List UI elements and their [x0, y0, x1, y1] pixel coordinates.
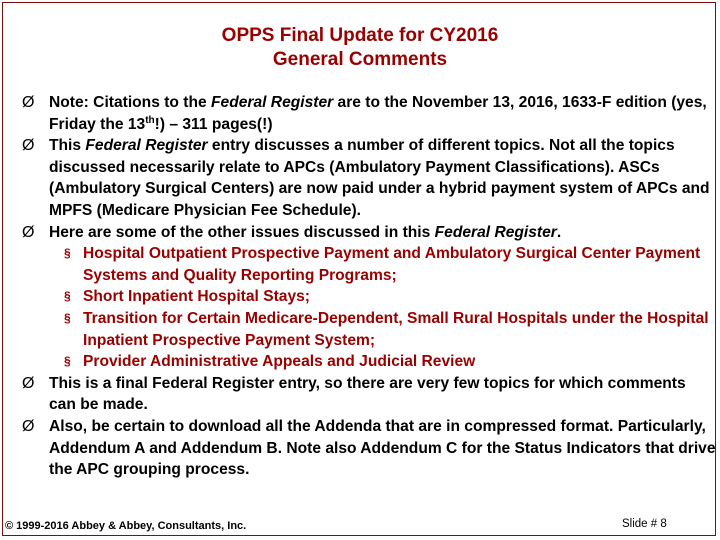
sub-bullet-item [0, 308, 716, 351]
sub-bullet-item [0, 351, 716, 373]
bullet-text: This is a final Federal Register entry, so there are very few topics for which comments can be made. [49, 374, 686, 414]
bullet-list [0, 92, 716, 481]
text-run: are to the November 13, 2016, 1633-F edition (yes, Friday the 13 [49, 94, 707, 133]
arrow-bullet-icon: Ø [22, 223, 35, 241]
text-run: entry discusses a number of different topics. Not all the topics discussed necessarily relate to APCs (Ambulatory Payment Classifications). ASCs (Ambulatory Surgical Centers) are now paid under a hybrid payment system of APCs and MPFS (Medicare Physician Fee Schedule). [49, 137, 710, 219]
text-run: Note: Citations to the [49, 94, 211, 111]
title-line-1: OPPS Final Update for CY2016 [221, 25, 499, 46]
section-bullet-icon: § [64, 289, 71, 304]
bullet-other-issues [0, 222, 716, 244]
bullet-text: Also, be certain to download all the Addenda that are in compressed format. Particularly, Addendum A and Addendum B. Note also Addendum C for the Status Indicators that drive the APC grouping process. [49, 417, 716, 479]
slide-number: Slide # 8 [622, 518, 667, 530]
sub-bullet-text: Transition for Certain Medicare-Dependent, Small Rural Hospitals under the Hospital Inpatient Prospective Payment System; [83, 309, 709, 349]
footer-copyright: © 1999-2016 Abbey & Abbey, Consultants, Inc. [5, 520, 247, 532]
arrow-bullet-icon: Ø [22, 374, 35, 392]
bullet-final-entry [0, 373, 716, 416]
bullet-text [49, 224, 561, 241]
sub-bullet-text: Provider Administrative Appeals and Judicial Review [83, 353, 476, 371]
arrow-bullet-icon: Ø [22, 417, 35, 435]
text-run: . [556, 223, 562, 241]
emphasis-federal-register: Federal Register [211, 94, 334, 111]
sub-bullet-item [0, 243, 716, 286]
section-bullet-icon: § [64, 246, 71, 261]
section-bullet-icon: § [64, 354, 71, 369]
sub-bullet-text: Hospital Outpatient Prospective Payment and Ambulatory Surgical Center Payment Systems and Quality Reporting Programs; [83, 245, 701, 284]
slide-title [0, 24, 720, 72]
section-bullet-icon: § [64, 310, 71, 325]
bullet-text [49, 94, 707, 133]
bullet-addenda [0, 416, 716, 481]
bullet-text [49, 137, 710, 219]
bullet-topics [0, 135, 716, 221]
superscript: th [145, 114, 155, 126]
title-line-2: General Comments [272, 49, 448, 70]
text-run: This [49, 137, 86, 155]
text-run: Here are some of the other issues discussed in this [49, 223, 435, 241]
arrow-bullet-icon: Ø [22, 94, 35, 111]
sub-bullet-item [0, 286, 716, 308]
emphasis-federal-register: Federal Register [434, 223, 557, 241]
arrow-bullet-icon: Ø [22, 137, 35, 155]
bullet-citation-note [0, 92, 716, 135]
text-run: !) – 311 pages(!) [154, 115, 273, 133]
emphasis-federal-register: Federal Register [85, 137, 208, 155]
sub-bullet-text: Short Inpatient Hospital Stays; [83, 288, 311, 306]
